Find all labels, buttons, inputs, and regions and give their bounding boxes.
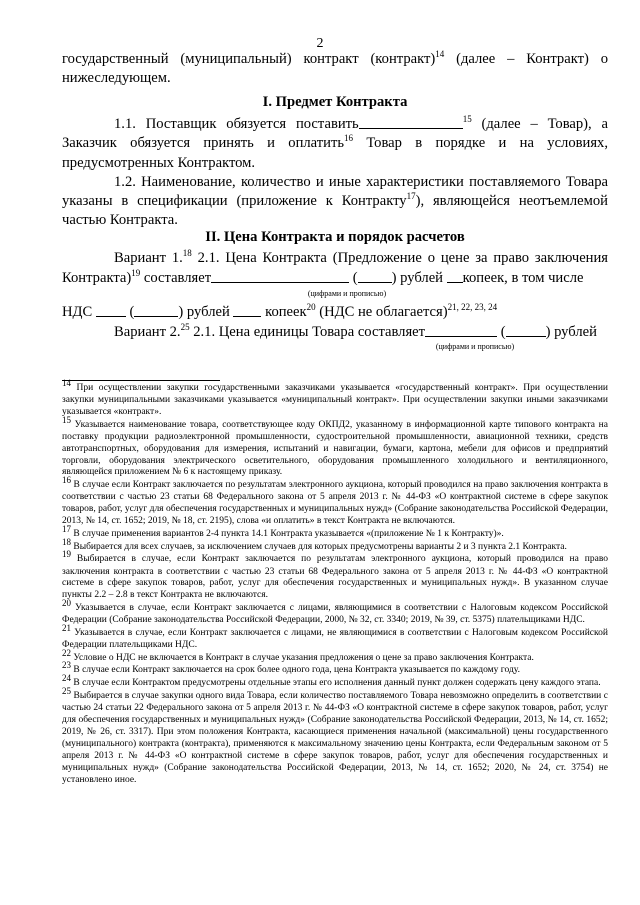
footnote-22: $^{22}$ Условие о НДС не включается в Контракт в случае указания предложения о цене за право заключения Контракта. xyxy=(62,647,534,663)
intro-paragraph: государственный (муниципальный) контракт (контракт)$^{14}$ (далее – Контракт) о нижеследующем. xyxy=(62,49,608,87)
caption-digits-words: (цифрами и прописью) xyxy=(307,288,387,298)
section-1-title: I. Предмет Контракта xyxy=(262,94,408,110)
goods-name-blank xyxy=(359,114,463,129)
vat-line: НДС ( ) рублей копеек$^{20}$ (НДС не облагается)$^{21, 22, 23, 24}$ xyxy=(62,301,498,320)
vat-words-blank xyxy=(134,302,178,317)
section-2 xyxy=(62,228,608,351)
footnote-23: $^{23}$ В случае если Контракт заключается на срок более одного года, цена Контракта указывается по каждому году. xyxy=(62,660,520,676)
price-digits-blank xyxy=(211,268,349,283)
section-1 xyxy=(62,93,608,230)
price-words-blank xyxy=(358,268,392,283)
caption-digits-words-2: (цифрами и прописью) xyxy=(435,342,515,352)
kopecks-blank xyxy=(447,268,463,283)
clause-1-2: 1.2. Наименование, количество и иные характеристики поставляемого Товара указаны в спецификации (приложение к Контракту$^{17}$), являющейся неотъемлемой частью Контракта. xyxy=(62,173,608,229)
footnote-17: $^{17}$ В случае применения вариантов 2-4 пункта 14.1 Контракта указывается «(приложение № 1 к Контракту)». xyxy=(62,523,504,539)
vat-digits-blank xyxy=(96,302,126,317)
variant-2: Вариант 2.25 2.1. Цена единицы Товара составляет ( ) рублей xyxy=(114,321,597,340)
clause-1-1: 1.1. Поставщик обязуется поставить $^{15}$ (далее – Товар), а Заказчик обязуется принять и оплатить$^{16}$ Товар в порядке и на условиях, предусмотренных Контрактом. xyxy=(62,114,608,171)
footnote-15: $^{15}$ Указывается наименование товара, соответствующее коду ОКПД2, указанному в информационной карте типового контракта на поставку продукции радиоэлектронной промышленности, судостроительной промышленности, авиационной техники, средств автотранспортных, оборудования для измерения, испытаний и навигации, бумаги, картона, мебели для офисов и предприятий торговли, оборудования электрического осветительного, оборудования промышленного холодильного и вентиляционного, являющейся приложением № 6 к настоящему приказу. xyxy=(62,414,608,478)
variant-1: Вариант 1.18 2.1. Цена Контракта (Предложение о цене за право заключения Контракта)$^{19}$ составляет ( ) рублей копеек, в том числе xyxy=(62,248,608,287)
contract-intro xyxy=(62,50,608,88)
footnote-14: $^{14}$ При осуществлении закупки государственными заказчиками указывается «государственный контракт». При осуществлении закупки муниципальными заказчиками указывается «муниципальный контракт». При осуществлении закупки иными заказчиками указывается «контракт». xyxy=(62,378,608,417)
footnote-separator xyxy=(62,380,220,381)
footnote-20: $^{20}$ Указывается в случае, если Контракт заключается с лицами, являющимися в соответствии с Налоговым кодексом Российской Федерации (Собрание законодательства Российской Федерации, 2000, № 32, ст. 3340; 2019, № 39, ст. 5375) плательщиками НДС. xyxy=(62,598,608,626)
footnotes xyxy=(62,378,608,787)
vat-rub-blank xyxy=(233,302,261,317)
footnote-24: $^{24}$ В случае если Контрактом предусмотрены отдельные этапы его исполнения данный пункт должен содержать цену каждого этапа. xyxy=(62,673,601,689)
page-number: 2 xyxy=(316,36,324,51)
footnote-18: $^{18}$ Выбирается для всех случаев, за исключением случаев для которых предусмотрены варианты 2 и 3 пункта 2.1 Контракта. xyxy=(62,536,567,552)
footnote-19: $^{19}$ Выбирается в случае, если Контракт заключается по результатам электронного аукциона, который проводился на право заключения контракта в соответствии с частью 23 статьи 68 Федерального закона от 5 апреля 2013 г. № 44-ФЗ «О контрактной системе в сфере закупок товаров, работ, услуг для обеспечения государственных и муниципальных нужд». В указанном случае пункты 2.2 – 2.8 в текст Контракта не включаются. xyxy=(62,549,608,601)
section-2-title: II. Цена Контракта и порядок расчетов xyxy=(205,229,465,245)
footnote-25: $^{25}$ Выбирается в случае закупки одного вида Товара, если количество поставляемого Товара невозможно определить в соответствии с частью 24 статьи 22 Федерального закона от 5 апреля 2013 г. № 44-ФЗ «О контрактной системе в сфере закупок товаров, работ, услуг для обеспечения государственных и муниципальных нужд» (Собрание законодательства Российской Федерации, 2013, № 14, ст. 1652; 2019, № 26, ст. 3317). При этом положения Контракта, касающиеся применения начальной (максимальной) цены государственного (муниципального) контракта (контракта), применяются к максимальному значению цены Контракта, если Федеральным законом от 5 апреля 2013 г. № 44-ФЗ «О контрактной системе в сфере закупок товаров, работ, услуг для обеспечения государственных и муниципальных нужд» (Собрание законодательства Российской Федерации, 2013, № 14, ст. 1652; 2020, № 24, ст. 3754) не установлено иное. xyxy=(62,686,608,785)
unit-price-digits-blank xyxy=(425,322,497,337)
footnote-16: $^{16}$ В случае если Контракт заключается по результатам электронного аукциона, который проводился на право заключения контракта в соответствии с частью 23 статьи 68 Федерального закона от 5 апреля 2013 г. № 44-ФЗ «О контрактной системе в сфере закупок товаров, работ, услуг для обеспечения государственных и муниципальных нужд» (Собрание законодательства Российской Федерации, 2013, № 14, ст. 1652; 2019, № 18, ст. 2195), слова «и оплатить» в текст Контракта не включаются. xyxy=(62,475,608,527)
unit-price-words-blank xyxy=(506,322,546,337)
footnote-21: $^{21}$ Указывается в случае, если Контракт заключается с лицами, не являющимися в соответствии с Налоговым кодексом Российской Федерации плательщиками НДС. xyxy=(62,622,608,650)
